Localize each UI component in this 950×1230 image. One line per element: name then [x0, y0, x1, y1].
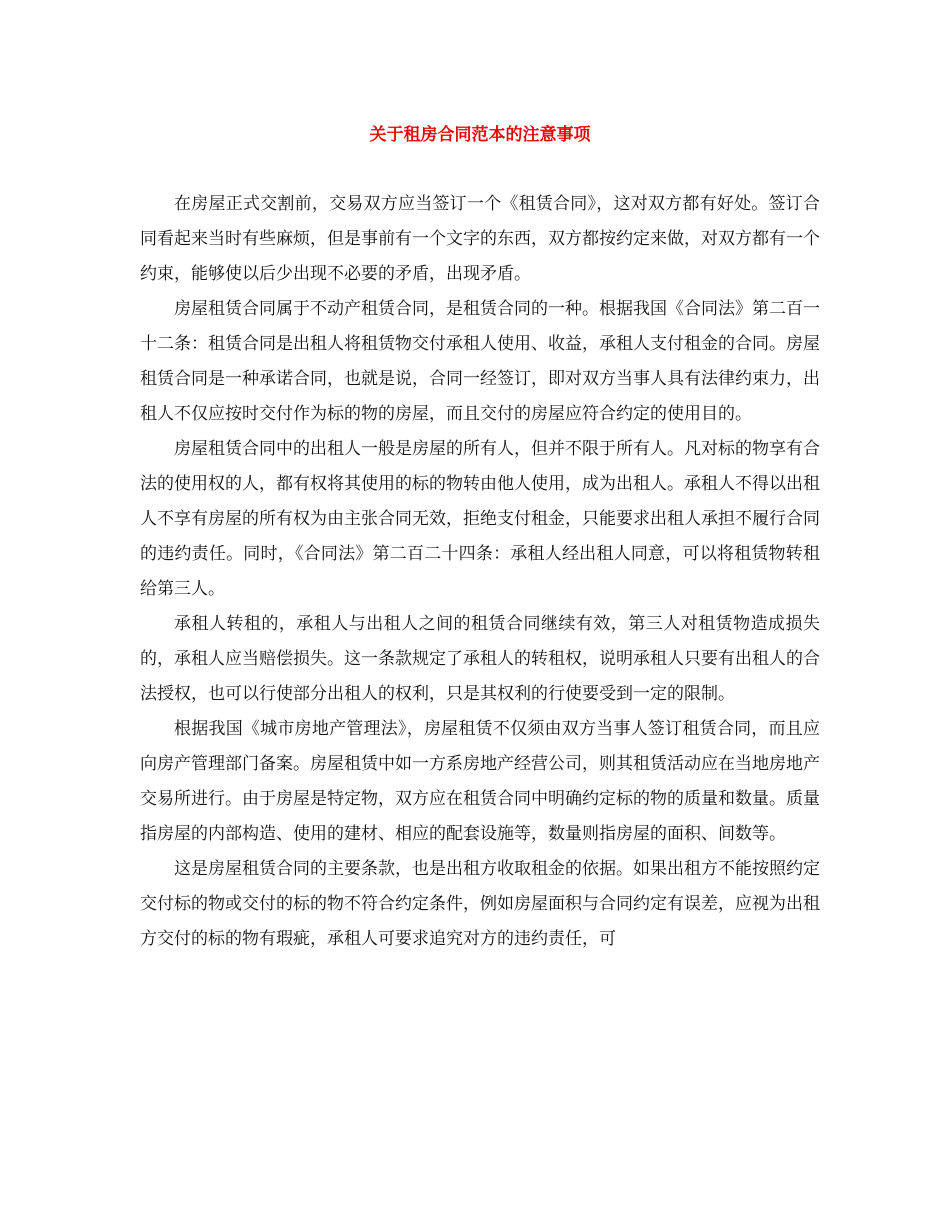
- paragraph: 这是房屋租赁合同的主要条款，也是出租方收取租金的依据。如果出租方不能按照约定交付标的物或交付的标的物不符合约定条件，例如房屋面积与合同约定有误差，应视为出租方交付的标的物有瑕疵，承租人可要求追究对方的违约责任，可: [140, 859, 820, 949]
- document-title: 关于租房合同范本的注意事项: [369, 125, 591, 145]
- document-body: [140, 187, 820, 957]
- paragraph: 房屋租赁合同中的出租人一般是房屋的所有人，但并不限于所有人。凡对标的物享有合法的使用权的人，都有权将其使用的标的物转由他人使用，成为出租人。承租人不得以出租人不享有房屋的所有权为由主张合同无效，拒绝支付租金，只能要求出租人承担不履行合同的违约责任。同时，《合同法》第二百二十四条：承租人经出租人同意，可以将租赁物转租给第三人。: [140, 439, 820, 599]
- paragraph: 在房屋正式交割前，交易双方应当签订一个《租赁合同》，这对双方都有好处。签订合同看起来当时有些麻烦，但是事前有一个文字的东西，双方都按约定来做，对双方都有一个约束，能够使以后少出现不必要的矛盾，出现矛盾。: [140, 194, 820, 284]
- paragraph: 房屋租赁合同属于不动产租赁合同，是租赁合同的一种。根据我国《合同法》第二百一十二条：租赁合同是出租人将租赁物交付承租人使用、收益，承租人支付租金的合同。房屋租赁合同是一种承诺合同，也就是说，合同一经签订，即对双方当事人具有法律约束力，出租人不仅应按时交付作为标的物的房屋，而且交付的房屋应符合约定的使用目的。: [140, 299, 820, 424]
- paragraph: 根据我国《城市房地产管理法》，房屋租赁不仅须由双方当事人签订租赁合同，而且应向房产管理部门备案。房屋租赁中如一方系房地产经营公司，则其租赁活动应在当地房地产交易所进行。由于房屋是特定物，双方应在租赁合同中明确约定标的物的质量和数量。质量指房屋的内部构造、使用的建材、相应的配套设施等，数量则指房屋的面积、间数等。: [140, 719, 820, 844]
- paragraph: 承租人转租的，承租人与出租人之间的租赁合同继续有效，第三人对租赁物造成损失的，承租人应当赔偿损失。这一条款规定了承租人的转租权，说明承租人只要有出租人的合法授权，也可以行使部分出租人的权利，只是其权利的行使要受到一定的限制。: [140, 614, 820, 704]
